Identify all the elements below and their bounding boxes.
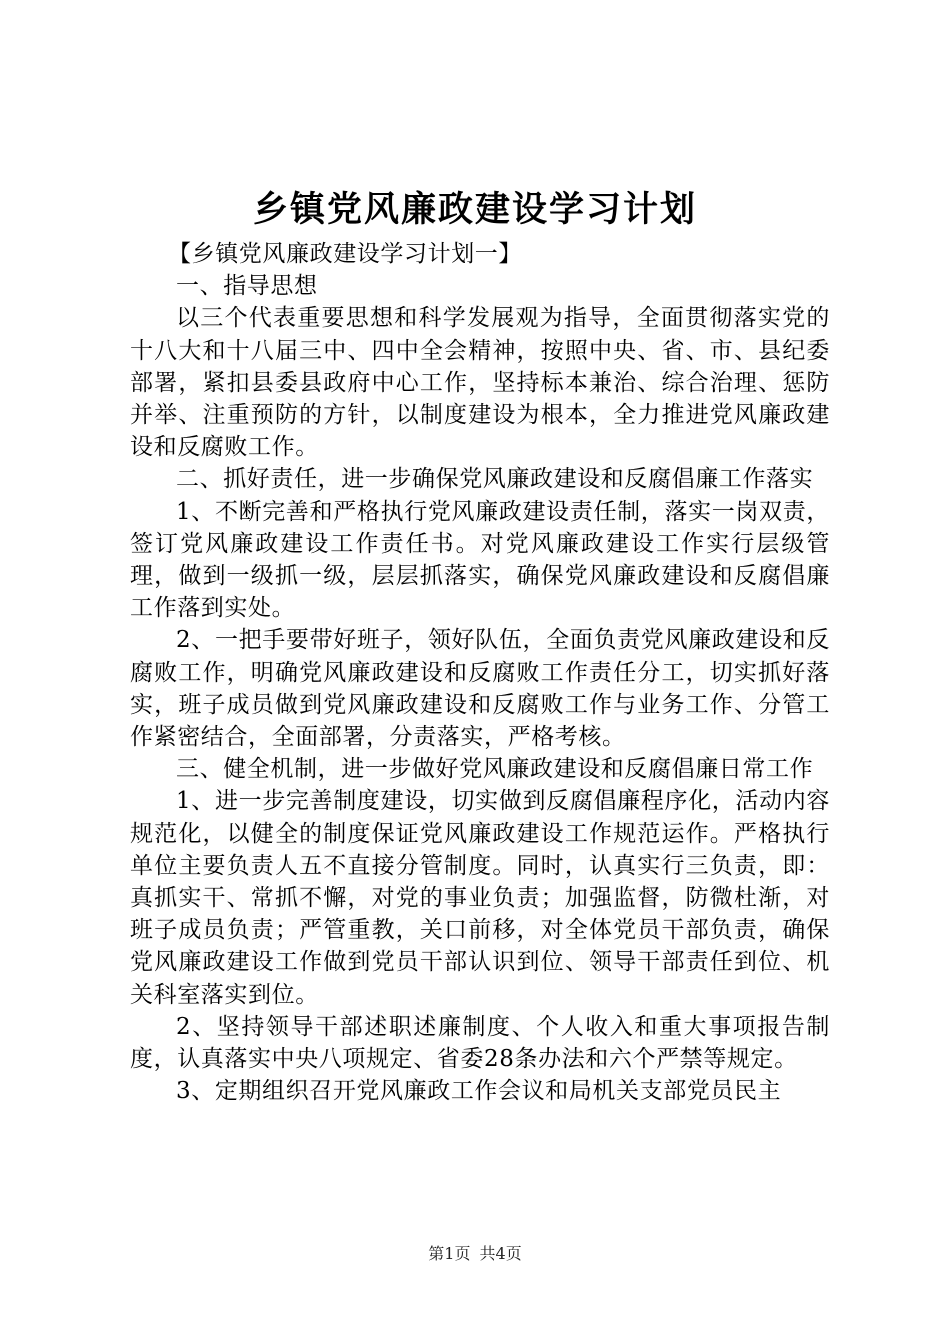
section-heading: 二、抓好责任，进一步确保党风廉政建设和反腐倡廉工作落实 bbox=[176, 466, 814, 493]
page-total: 共4页 bbox=[479, 1244, 522, 1263]
section-heading: 三、健全机制，进一步做好党风廉政建设和反腐倡廉日常工作 bbox=[176, 756, 814, 783]
document-title: 乡镇党风廉政建设学习计划 bbox=[252, 189, 697, 230]
body-paragraph: 1、不断完善和严格执行党风廉政建设责任制，落实一岗双责，签订党风廉政建设工作责任书。对党风廉政建设工作实行层级管理，做到一级抓一级，层层抓落实，确保党风廉政建设和反腐倡廉工作落到实处。 bbox=[130, 498, 830, 622]
body-paragraph: 1、进一步完善制度建设，切实做到反腐倡廉程序化，活动内容规范化，以健全的制度保证党风廉政建设工作规范运作。严格执行单位主要负责人五不直接分管制度。同时，认真实行三负责，即：真抓实干、常抓不懈，对党的事业负责；加强监督，防微杜渐，对班子成员负责；严管重教，关口前移，对全体党员干部负责，确保党风廉政建设工作做到党员干部认识到位、领导干部责任到位、机关科室落实到位。 bbox=[130, 788, 830, 1008]
document-body bbox=[130, 238, 830, 1107]
body-paragraph: 以三个代表重要思想和科学发展观为指导，全面贯彻落实党的十八大和十八届三中、四中全会精神，按照中央、省、市、县纪委部署，紧扣县委县政府中心工作，坚持标本兼治、综合治理、惩防并举、注重预防的方针，以制度建设为根本，全力推进党风廉政建设和反腐败工作。 bbox=[130, 305, 830, 461]
page-footer bbox=[0, 1244, 950, 1264]
body-paragraph: 2、一把手要带好班子，领好队伍，全面负责党风廉政建设和反腐败工作，明确党风廉政建设和反腐败工作责任分工，切实抓好落实，班子成员做到党风廉政建设和反腐败工作与业务工作、分管工作紧密结合，全面部署，分责落实，严格考核。 bbox=[130, 627, 830, 751]
body-paragraph: 3、定期组织召开党风廉政工作会议和局机关支部党员民主 bbox=[176, 1078, 782, 1105]
page-number: 第1页 bbox=[428, 1244, 471, 1263]
body-paragraph: 2、坚持领导干部述职述廉制度、个人收入和重大事项报告制度，认真落实中央八项规定、省委28条办法和六个严禁等规定。 bbox=[130, 1013, 830, 1073]
section-heading: 一、指导思想 bbox=[176, 273, 318, 300]
document-subtitle: 【乡镇党风廉政建设学习计划一】 bbox=[168, 241, 522, 267]
